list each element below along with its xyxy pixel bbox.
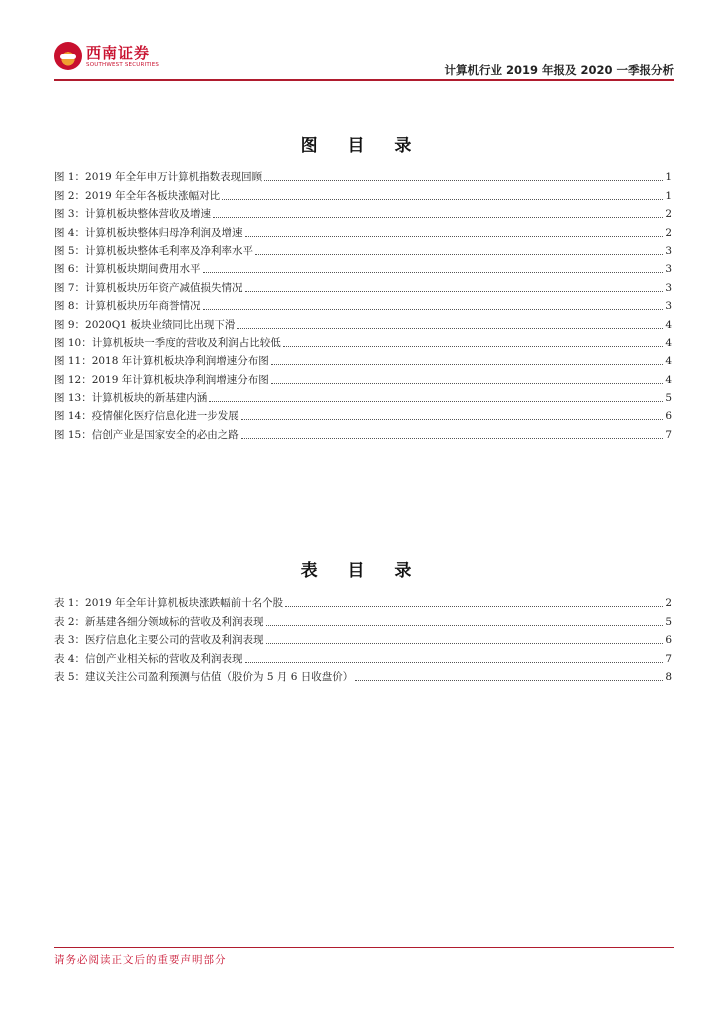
figure-index-entry[interactable] [54,166,672,184]
footer-disclaimer: 请务必阅读正文后的重要声明部分 [54,954,227,966]
figure-index-entry[interactable] [54,387,672,405]
dot-leader [266,643,664,644]
figure-index-entry[interactable] [54,423,672,441]
dot-leader [209,401,663,402]
footer-divider [54,947,674,948]
figure-index-entry-page: 7 [665,428,672,441]
figure-index-entry-label: 图 3：计算机板块整体营收及增速 [54,208,212,221]
figure-index-entry[interactable] [54,295,672,313]
dot-leader [285,606,663,607]
figure-index-entry-label: 图 14：疫情催化医疗信息化进一步发展 [54,410,239,423]
figure-index-entry[interactable] [54,313,672,331]
figure-index-entry-label: 图 15：信创产业是国家安全的必由之路 [54,428,239,441]
figure-index-entry[interactable] [54,276,672,294]
brand-logo-icon [54,42,82,70]
table-index-entry[interactable] [54,629,672,647]
figure-index-entry-label: 图 8：计算机板块历年商誉情况 [54,300,201,313]
figure-index-list [54,166,672,442]
figure-index-entry[interactable] [54,184,672,202]
brand-name-en: SOUTHWEST SECURITIES [86,62,160,68]
figure-index-entry[interactable] [54,203,672,221]
dot-leader [245,662,664,663]
figure-index-entry-page: 4 [665,318,672,331]
table-index-list [54,592,672,684]
dot-leader [245,291,664,292]
figure-index-entry-page: 4 [665,336,672,349]
table-index-entry[interactable] [54,610,672,628]
dot-leader [271,364,664,365]
figure-index-entry-page: 3 [665,244,672,257]
table-index-entry-page: 8 [665,670,672,683]
figure-index-entry-label: 图 10：计算机板块一季度的营收及利润占比较低 [54,336,281,349]
figure-index-entry-page: 3 [665,263,672,276]
dot-leader [203,309,664,310]
figure-index-entry-label: 图 5：计算机板块整体毛利率及净利率水平 [54,244,254,257]
dot-leader [245,236,664,237]
table-index-entry-label: 表 3：医疗信息化主要公司的营收及利润表现 [54,634,264,647]
figure-index-entry[interactable] [54,258,672,276]
figure-index-entry-label: 图 6：计算机板块期间费用水平 [54,263,201,276]
dot-leader [266,625,664,626]
figure-index-entry[interactable] [54,221,672,239]
figure-index-entry-page: 2 [665,226,672,239]
table-index-entry-page: 7 [665,652,672,665]
dot-leader [213,217,663,218]
dot-leader [203,272,664,273]
figure-index-entry-page: 6 [665,410,672,423]
dot-leader [264,180,663,181]
figure-index-entry-page: 3 [665,281,672,294]
figure-index-entry[interactable] [54,350,672,368]
figure-index-entry-label: 图 11：2018 年计算机板块净利润增速分布图 [54,355,269,368]
table-index-entry-page: 2 [665,597,672,610]
dot-leader [241,438,664,439]
table-index-title: 表 目 录 [300,561,424,581]
table-index-entry[interactable] [54,592,672,610]
table-index-entry-label: 表 4：信创产业相关标的营收及利润表现 [54,652,243,665]
figure-index-entry-page: 3 [665,300,672,313]
header-divider [54,79,674,81]
dot-leader [283,346,664,347]
figure-index-entry-label: 图 12：2019 年计算机板块净利润增速分布图 [54,373,269,386]
table-index-entry-page: 5 [665,615,672,628]
figure-index-entry-label: 图 4：计算机板块整体归母净利润及增速 [54,226,243,239]
page-header [54,38,674,80]
table-index-entry[interactable] [54,666,672,684]
brand-name-cn: 西南证券 [86,44,151,62]
dot-leader [255,254,663,255]
figure-index-entry-page: 1 [665,171,672,184]
figure-index-entry-page: 5 [665,392,672,405]
figure-index-entry[interactable] [54,240,672,258]
figure-index-entry[interactable] [54,332,672,350]
figure-index-entry-page: 4 [665,355,672,368]
table-index-entry[interactable] [54,647,672,665]
figure-index-entry[interactable] [54,368,672,386]
figure-index-entry-page: 1 [665,189,672,202]
table-index-entry-label: 表 1：2019 年全年计算机板块涨跌幅前十名个股 [54,597,284,610]
table-index-entry-page: 6 [665,634,672,647]
dot-leader [237,328,663,329]
table-index-entry-label: 表 5：建议关注公司盈利预测与估值（股价为 5 月 6 日收盘价） [54,670,354,683]
figure-index-entry-label: 图 1：2019 年全年申万计算机指数表现回顾 [54,171,263,184]
figure-index-entry-label: 图 13：计算机板块的新基建内涵 [54,392,208,405]
figure-index-entry-label: 图 2：2019 年全年各板块涨幅对比 [54,189,221,202]
figure-index-entry-page: 2 [665,208,672,221]
figure-index-title: 图 目 录 [300,136,424,156]
table-index-entry-label: 表 2：新基建各细分领域标的营收及利润表现 [54,615,264,628]
dot-leader [241,419,664,420]
figure-index-entry[interactable] [54,405,672,423]
figure-index-entry-label: 图 9：2020Q1 板块业绩同比出现下滑 [54,318,236,331]
dot-leader [355,680,663,681]
dot-leader [222,199,663,200]
figure-index-entry-label: 图 7：计算机板块历年资产减值损失情况 [54,281,243,294]
dot-leader [271,383,664,384]
report-title: 计算机行业 2019 年报及 2020 一季报分析 [444,63,674,77]
figure-index-entry-page: 4 [665,373,672,386]
